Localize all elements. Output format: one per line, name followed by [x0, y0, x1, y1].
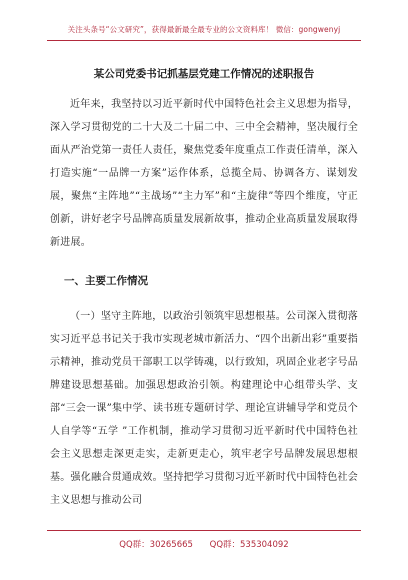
- item-paragraph: （一）坚守主阵地，以政治引领筑牢思想根基。公司深入贯彻落实习近平总书记关于我市实现老城市新活力、“四个出新出彩”重要指示精神，推动党员干部职工以学铸魂，以行致知，巩固企业老字号品牌建设思想基础。加强思想政治引领。构建理论中心组带头学、支部“三会一课”集中学、读书班专题研讨学、理论宣讲辅导学和党员个人自学等“五学 ”工作机制，推动学习贯彻习近平新时代中国特色社会主义思想走深更走实，走新更走心，筑牢老字号品牌发展思想根基。强化融合贯通成效。坚持把学习贯彻习近平新时代中国特色社会主义思想与推动公司: [50, 311, 358, 506]
- header-divider: [47, 40, 361, 41]
- page-footer: [0, 530, 408, 560]
- footer-qq-group-2: QQ群：535304092: [209, 540, 289, 550]
- page-header: [0, 0, 408, 52]
- header-banner: 关注头条号“公文研究”，获得最新最全最专业的公文资料库！ 微信：gongwenyj: [67, 25, 341, 34]
- section-heading: 一、主要工作情况: [64, 275, 148, 287]
- document-title: 某公司党委书记抓基层党建工作情况的述职报告: [93, 68, 315, 80]
- intro-paragraph: 近年来，我坚持以习近平新时代中国特色社会主义思想为指导，深入学习贯彻党的二十大及二十届二中、三中全会精神，坚决履行全面从严治党第一责任人责任，聚焦党委年度重点工作责任清单，深入打造实施“一品牌一方案”运作体系，总揽全局、协调各方、谋划发展，聚焦“主阵地”“主战场”“主力军”和“主旋律”等四个维度，守正创新，讲好老字号品牌高质量发展新故事，推动企业高质量发展取得新进展。: [50, 99, 358, 248]
- footer-qq-group-1: QQ群：30265665: [119, 540, 193, 550]
- footer-contacts: [0, 538, 408, 550]
- footer-divider: [47, 530, 361, 531]
- document-body: [50, 58, 358, 512]
